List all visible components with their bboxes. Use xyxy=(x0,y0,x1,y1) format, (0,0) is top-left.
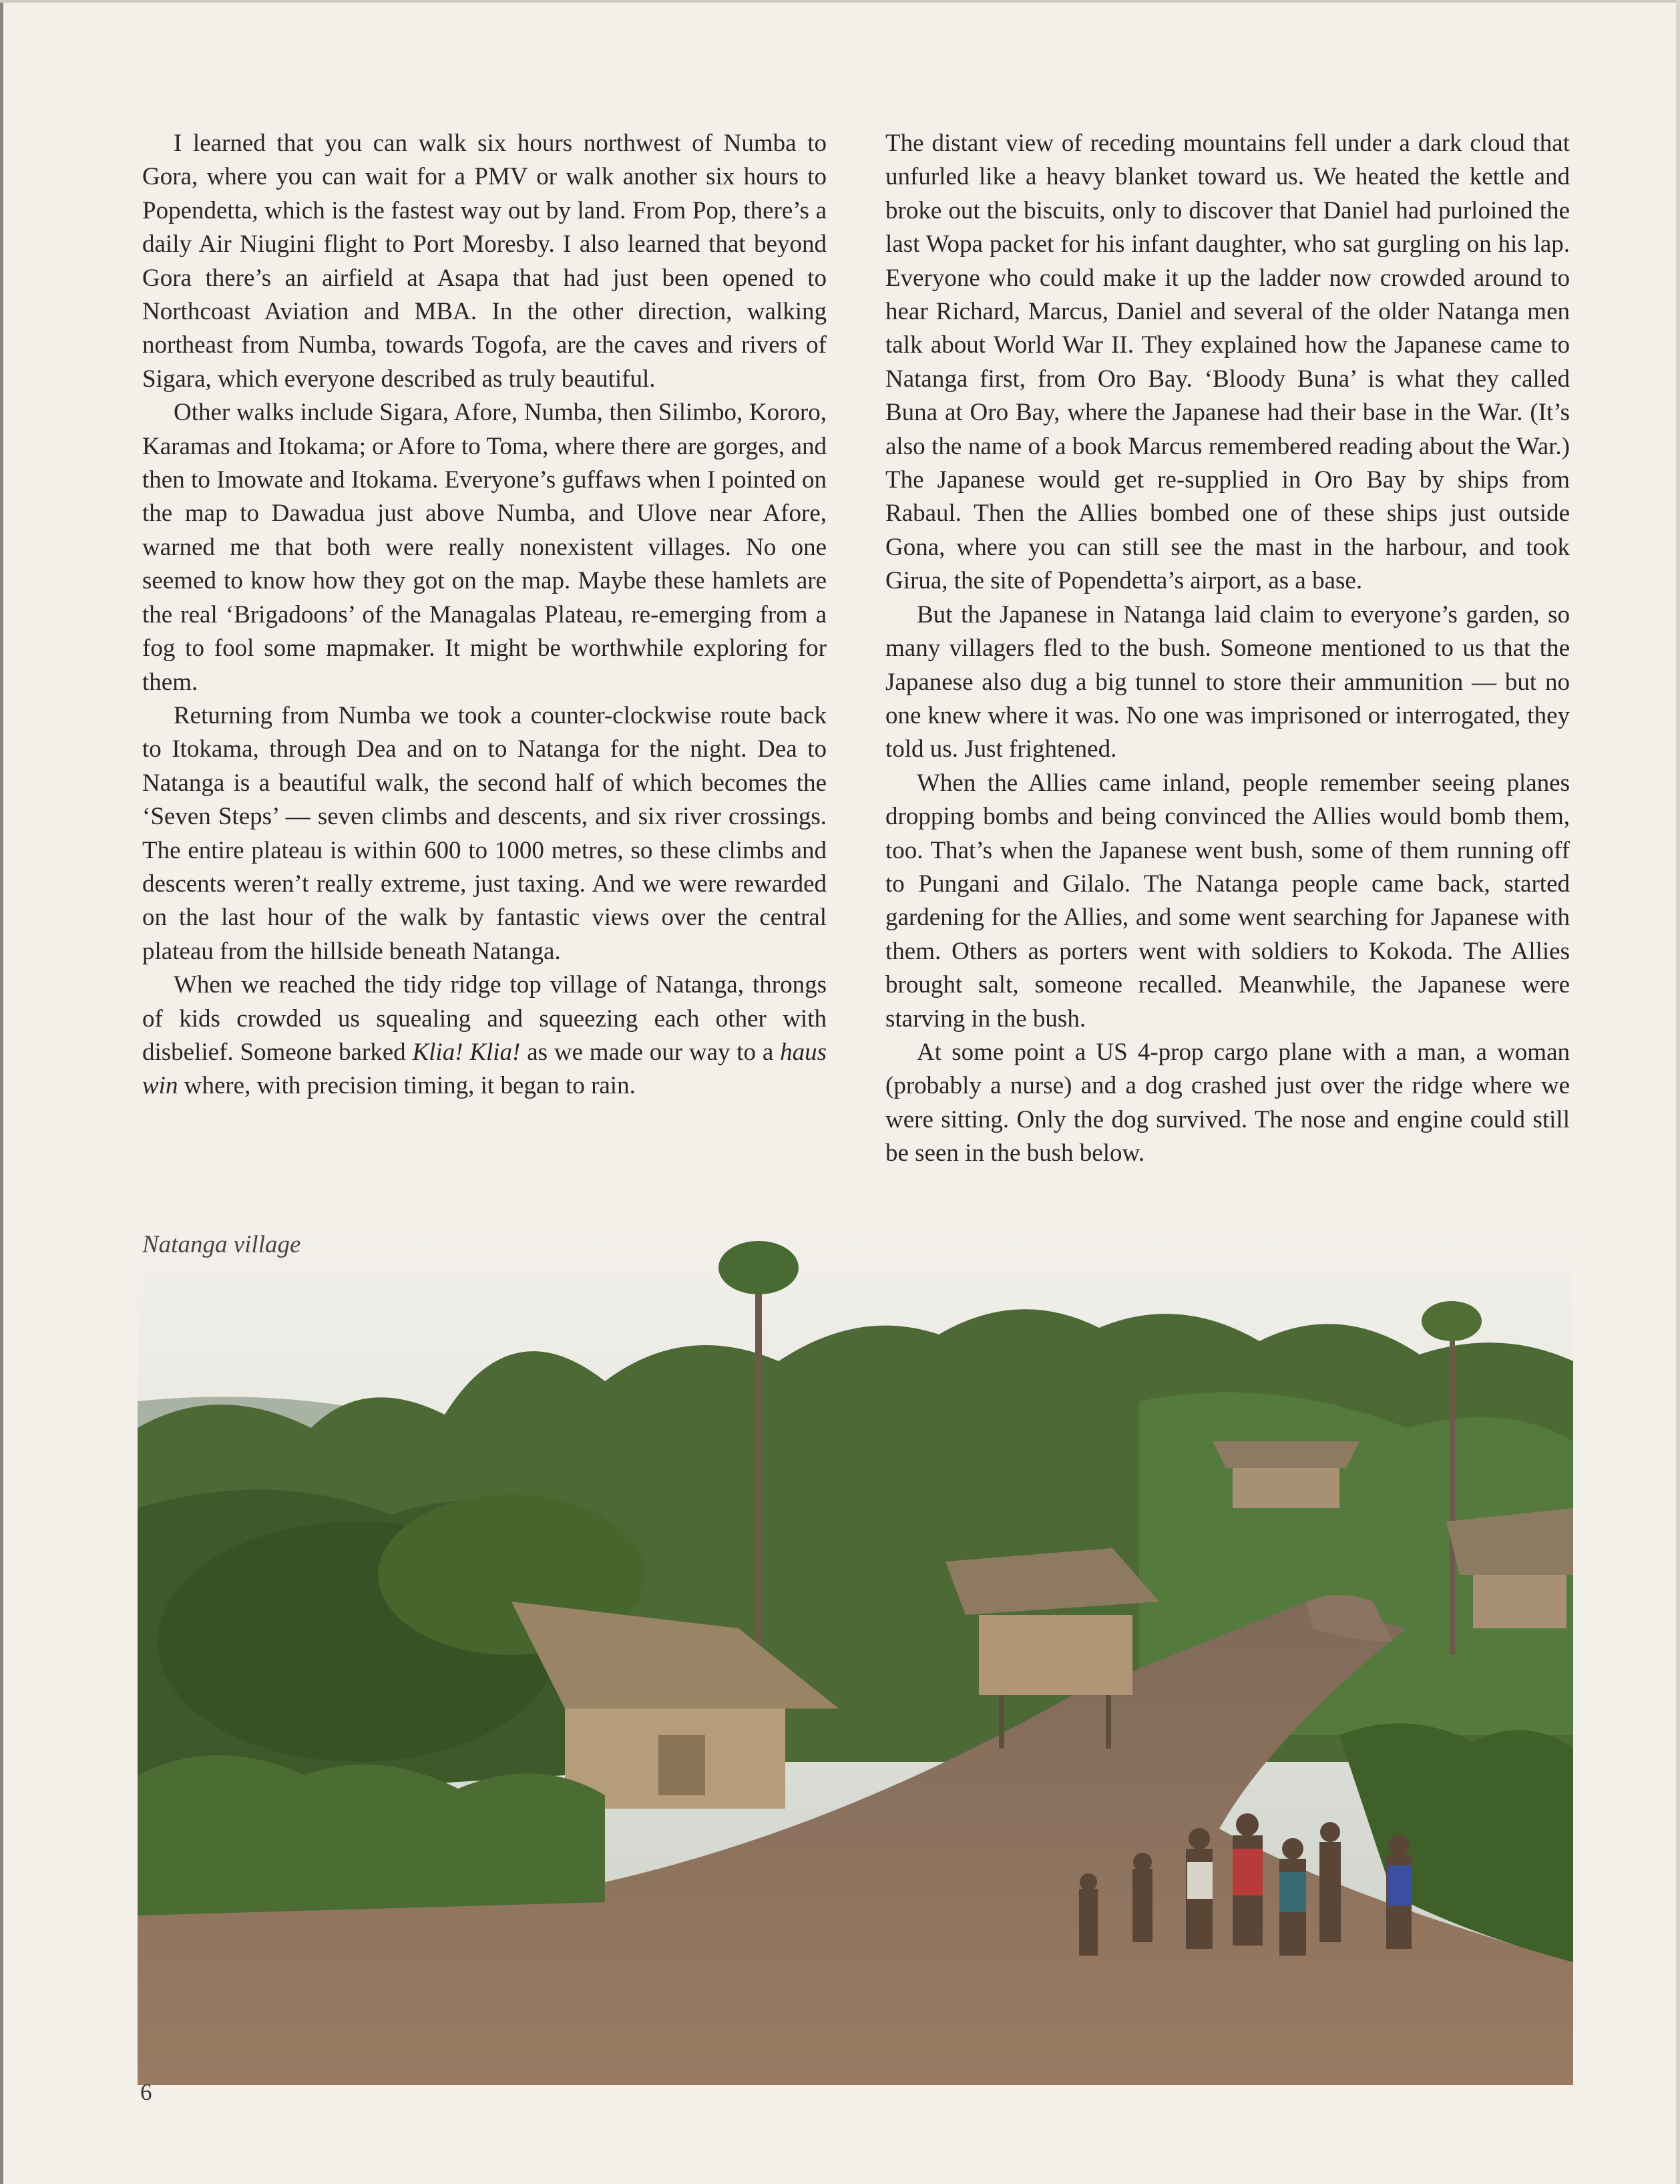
italic-phrase-haus-win: haus win xyxy=(142,1038,827,1100)
left-text-column xyxy=(142,127,827,1103)
page-number: 6 xyxy=(140,2079,152,2105)
right-text-column xyxy=(885,127,1570,1171)
paragraph: The distant view of receding mountains fell under a dark cloud that unfurled like a heavy blanket toward us. We heated the kettle and broke out the biscuits, only to discover that Daniel had purloined the last Wopa packet for his infant daughter, who sat gurgling on his lap. Everyone who could make it up the ladder now crowded around to hear Richard, Marcus, Daniel and several of the older Natanga men talk about World War II. They explained how the Japanese came to Natanga first, from Oro Bay. ‘Bloody Buna’ is what they called Buna at Oro Bay, where the Japanese had their base in the War. (It’s also the name of a book Marcus remembered reading about the War.) The Japanese would get re-supplied in Oro Bay by ships from Rabaul. Then the Allies bombed one of these ships just outside Gona, where you can still see the mast in the harbour, and took Girua, the site of Popendetta’s airport, as a base. xyxy=(885,130,1570,595)
paragraph: Returning from Numba we took a counter-clockwise route back to Itokama, through Dea and on to Natanga for the night. Dea to Natanga is a beautiful walk, the second half of which becomes the ‘Seven Steps’ — seven climbs and descents, and six river crossings. The entire plateau is within 600 to 1000 metres, so these climbs and descents weren’t really extreme, just taxing. And we were rewarded on the last hour of the walk by fantastic views over the central plateau from the hillside beneath Natanga. xyxy=(142,701,827,965)
text-run: where, with precision timing, it began to rain. xyxy=(178,1072,636,1100)
paragraph: I learned that you can walk six hours northwest of Numba to Gora, where you can wait for a PMV or walk another six hours to Popendetta, which is the fastest way out by land. From Pop, there’s a daily Air Niugini flight to Port Moresby. I also learned that beyond Gora there’s an airfield at Asapa that had just been opened to Northcoast Aviation and MBA. In the other direction, walking northeast from Numba, towards Togofa, are the caves and rivers of Sigara, which everyone described as truly beautiful. xyxy=(142,130,827,393)
text-run: When we reached the tidy ridge top village of Natanga, throngs of kids crowded us squealing and squeezing each other with disbelief. Someone barked xyxy=(142,971,827,1066)
paragraph-natanga-arrival xyxy=(142,968,827,1103)
scan-edge xyxy=(0,0,3,2184)
scan-edge xyxy=(0,0,1680,3)
paragraph: Other walks include Sigara, Afore, Numba, then Silimbo, Kororo, Karamas and Itokama; or Afore to Toma, where there are gorges, and then to Imowate and Itokama. Everyone’s guffaws when I pointed on the map to Dawadua just above Numba, and Ulove near Afore, warned me that both were really nonexistent villages. No one seemed to know how they got on the map. Maybe these hamlets are the real ‘Brigadoons’ of the Managalas Plateau, re-emerging from a fog to fool some mapmaker. It might be worthwhile exploring for them. xyxy=(142,399,827,696)
scan-edge xyxy=(1676,0,1680,2184)
paragraph: When the Allies came inland, people remember seeing planes dropping bombs and being convinced the Allies would bomb them, too. That’s when the Japanese went bush, some of them running off to Pungani and Gilalo. The Natanga people came back, started gardening for the Allies, and some went searching for Japanese with them. Others as porters went with soldiers to Kokoda. The Allies brought salt, someone recalled. Meanwhile, the Japanese were starving in the bush. xyxy=(885,769,1570,1033)
photo-caption: Natanga village xyxy=(142,1231,301,1258)
paragraph: At some point a US 4-prop cargo plane with a man, a woman (probably a nurse) and a dog crashed just over the ridge where we were sitting. Only the dog survived. The nose and engine could still be seen in the bush below. xyxy=(885,1038,1570,1167)
text-run: as we made our way to a xyxy=(520,1038,781,1066)
italic-phrase-klia: Klia! Klia! xyxy=(412,1038,521,1066)
village-photo xyxy=(138,1228,1573,2085)
paragraph: But the Japanese in Natanga laid claim to everyone’s garden, so many villagers fled to the bush. Someone mentioned to us that the Japanese also dug a big tunnel to store their ammunition — but no one knew where it was. No one was imprisoned or interrogated, they told us. Just frightened. xyxy=(885,600,1570,763)
village-photo-illustration xyxy=(138,1228,1573,2085)
